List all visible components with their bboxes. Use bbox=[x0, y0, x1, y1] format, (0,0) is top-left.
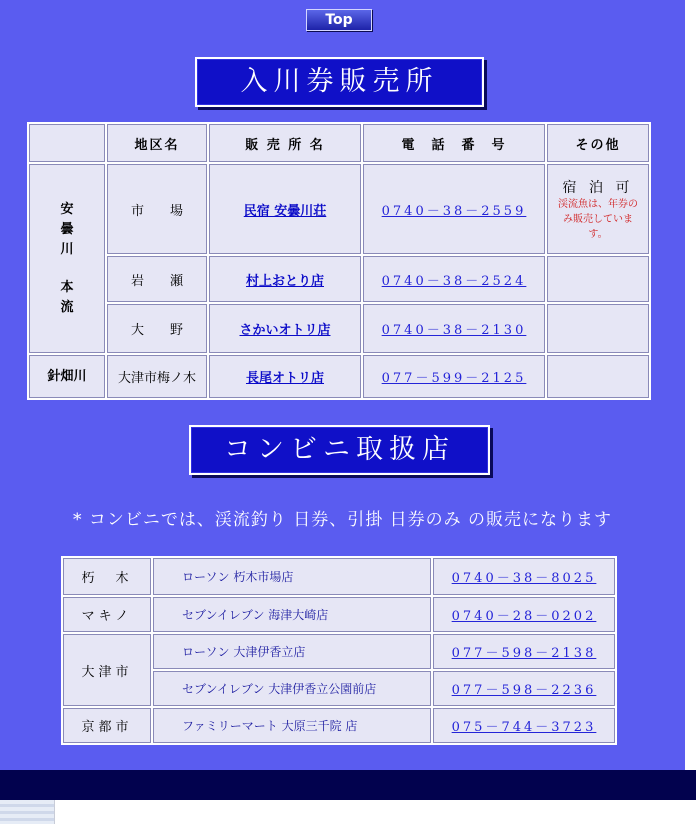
header-area: 地区名 bbox=[107, 124, 207, 162]
tel-link[interactable]: 077－598－2236 bbox=[451, 683, 597, 698]
page-right-edge bbox=[685, 0, 696, 770]
tel-link[interactable]: 0740－38－8025 bbox=[451, 571, 597, 586]
tel-cell bbox=[363, 304, 545, 353]
convenience-store-title: コンビニ取扱店 bbox=[189, 425, 490, 475]
shop-link[interactable]: 民宿 安曇川荘 bbox=[243, 203, 327, 219]
store-cell: ファミリーマート 大原三千院 店 bbox=[153, 708, 431, 743]
convenience-notice: * コンビニでは、渓流釣り 日券、引掛 日券のみ の販売になります bbox=[72, 510, 613, 530]
tel-cell bbox=[433, 634, 615, 669]
header-shop: 販 売 所 名 bbox=[209, 124, 361, 162]
river-main-char: 安 bbox=[60, 201, 74, 217]
tel-cell bbox=[433, 671, 615, 706]
note-annual-only: 渓流魚は、年券のみ販売しています。 bbox=[558, 198, 638, 240]
tel-link[interactable]: 0740－38－2130 bbox=[381, 323, 527, 338]
shop-cell bbox=[209, 355, 361, 398]
river-main-char: 川 bbox=[60, 241, 74, 257]
store-cell: セブンイレブン 大津伊香立公園前店 bbox=[153, 671, 431, 706]
area-cell: 市 場 bbox=[107, 164, 207, 254]
area-cell: 大津市 bbox=[63, 634, 151, 706]
tel-link[interactable]: 0740－38－2559 bbox=[381, 203, 527, 219]
river-main-label bbox=[30, 200, 104, 318]
footer-bar bbox=[0, 770, 696, 800]
header-blank bbox=[29, 124, 105, 162]
tel-link[interactable]: 075－744－3723 bbox=[451, 720, 597, 735]
area-cell: 朽 木 bbox=[63, 558, 151, 595]
shop-link[interactable]: さかいオトリ店 bbox=[239, 323, 331, 338]
table-row bbox=[63, 558, 615, 595]
river-main bbox=[29, 164, 105, 353]
tel-link[interactable]: 077－599－2125 bbox=[381, 371, 527, 386]
shop-cell bbox=[209, 256, 361, 302]
ticket-sales-title: 入川券販売所 bbox=[195, 57, 484, 107]
store-cell: セブンイレブン 海津大崎店 bbox=[153, 597, 431, 632]
shop-cell bbox=[209, 164, 361, 254]
top-button[interactable]: Top bbox=[306, 9, 372, 31]
shop-cell bbox=[209, 304, 361, 353]
table-row bbox=[63, 634, 615, 669]
shop-link[interactable]: 村上おとり店 bbox=[245, 273, 324, 289]
table-row bbox=[63, 708, 615, 743]
tel-cell bbox=[433, 597, 615, 632]
table-row bbox=[63, 597, 615, 632]
tel-cell bbox=[363, 164, 545, 254]
area-cell: 大 野 bbox=[107, 304, 207, 353]
river-main-char: 流 bbox=[60, 299, 74, 315]
note-lodging: 宿 泊 可 bbox=[562, 179, 634, 196]
header-tel: 電 話 番 号 bbox=[363, 124, 545, 162]
shop-link[interactable]: 長尾オトリ店 bbox=[245, 371, 324, 386]
area-cell: 大津市梅ノ木 bbox=[107, 355, 207, 398]
area-cell: マキノ bbox=[63, 597, 151, 632]
table-row bbox=[29, 304, 649, 353]
bottom-area bbox=[0, 800, 696, 824]
note-cell bbox=[547, 304, 649, 353]
river-main-char: 曇 bbox=[60, 221, 74, 237]
tel-link[interactable]: 0740－38－2524 bbox=[381, 273, 527, 289]
river-main-char: 本 bbox=[60, 279, 74, 295]
store-cell: ローソン 朽木市場店 bbox=[153, 558, 431, 595]
tel-link[interactable]: 077－598－2138 bbox=[451, 646, 597, 661]
tel-cell bbox=[433, 558, 615, 595]
note-cell bbox=[547, 355, 649, 398]
bottom-thumbnail bbox=[0, 800, 55, 824]
table-row bbox=[29, 164, 649, 254]
tel-cell bbox=[363, 355, 545, 398]
river-side: 針畑川 bbox=[29, 355, 105, 398]
note-cell bbox=[547, 164, 649, 254]
note-cell bbox=[547, 256, 649, 302]
tel-cell bbox=[363, 256, 545, 302]
table-row bbox=[29, 355, 649, 398]
store-cell: ローソン 大津伊香立店 bbox=[153, 634, 431, 669]
header-other: その他 bbox=[547, 124, 649, 162]
table-row bbox=[29, 256, 649, 302]
ticket-sales-table bbox=[27, 122, 651, 400]
convenience-store-table bbox=[61, 556, 617, 745]
tel-link[interactable]: 0740－28－0202 bbox=[451, 609, 597, 624]
tel-cell bbox=[433, 708, 615, 743]
table-header-row bbox=[29, 124, 649, 162]
area-cell: 岩 瀬 bbox=[107, 256, 207, 302]
area-cell: 京都市 bbox=[63, 708, 151, 743]
